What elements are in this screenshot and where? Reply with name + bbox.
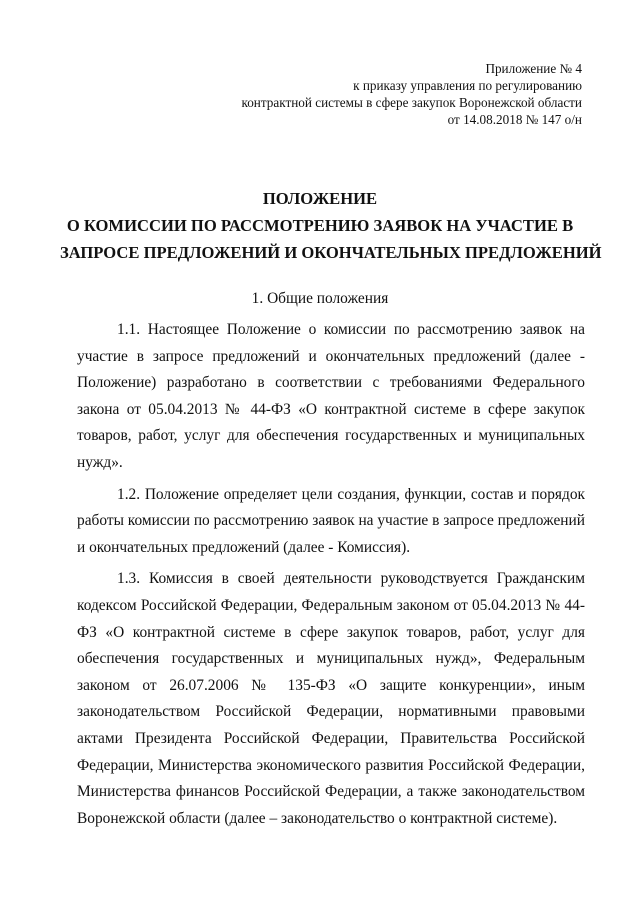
- section-heading: 1. Общие положения: [251, 290, 389, 307]
- appendix-line: от 14.08.2018 № 147 о/н: [447, 112, 582, 127]
- paragraph: 1.1. Настоящее Положение о комиссии по рассмотрению заявок на участие в запросе предложений и окончательных предложений (далее - Положение) разработано в соответствии с требованиями Федерального закона от 05.04.2013 № 44-ФЗ «О контрактной системе в сфере закупок товаров, работ, услуг для обеспечения государственных и муниципальных нужд».: [77, 321, 585, 471]
- appendix-reference: [241, 60, 582, 128]
- appendix-line: контрактной системы в сфере закупок Воронежской области: [241, 95, 582, 110]
- appendix-line: к приказу управления по регулированию: [353, 78, 582, 93]
- paragraph: 1.3. Комиссия в своей деятельности руководствуется Гражданским кодексом Российской Федерации, Федеральным законом от 05.04.2013 № 44-ФЗ «О контрактной системе в сфере закупок товаров, работ, услуг для обеспечения государственных и муниципальных нужд», Федеральным законом от 26.07.2006 № 135-ФЗ «О защите конкуренции», иным законодательством Российской Федерации, нормативными правовыми актами Президента Российской Федерации, Правительства Российской Федерации, Министерства экономического развития Российской Федерации, Министерства финансов Российской Федерации, а также законодательством Воронежской области (далее – законодательство о контрактной системе).: [77, 570, 585, 827]
- title-line: ПОЛОЖЕНИЕ: [262, 189, 378, 208]
- appendix-line: Приложение № 4: [485, 61, 582, 76]
- section-body: [77, 317, 585, 832]
- document-title: [60, 185, 602, 266]
- title-line: ЗАПРОСЕ ПРЕДЛОЖЕНИЙ И ОКОНЧАТЕЛЬНЫХ ПРЕДЛОЖЕНИЙ: [60, 243, 602, 262]
- title-line: О КОМИССИИ ПО РАССМОТРЕНИЮ ЗАЯВОК НА УЧАСТИЕ В: [66, 216, 574, 235]
- paragraph: 1.2. Положение определяет цели создания, функции, состав и порядок работы комиссии по рассмотрению заявок на участие в запросе предложений и окончательных предложений (далее - Комиссия).: [77, 485, 585, 556]
